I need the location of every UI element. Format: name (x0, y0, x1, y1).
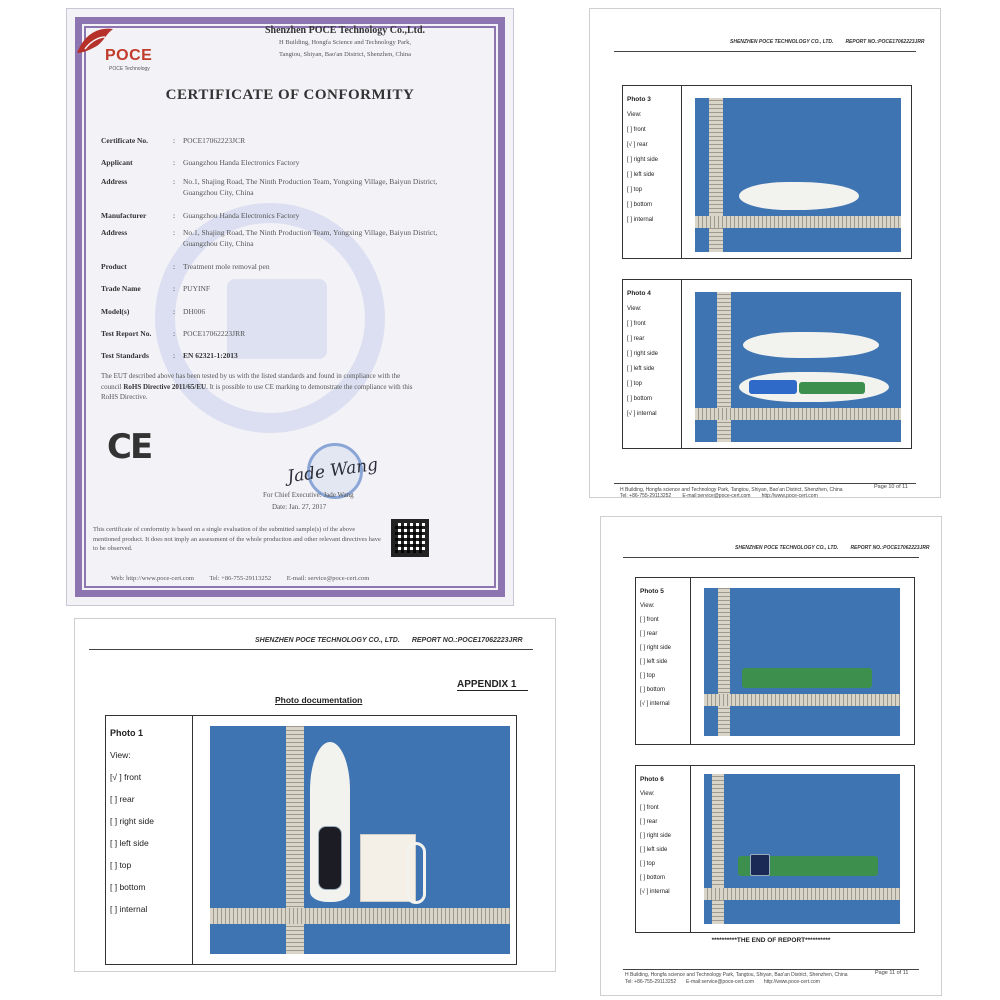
field-value: No.1, Shajing Road, The Ninth Production Team, Yongxing Village, Baiyun District, Guangzhou City, China (183, 228, 438, 248)
signed-for: For Chief Executive: Jade Wang (263, 491, 354, 499)
view-option: [ ] rear (627, 336, 645, 342)
poce-logo (75, 23, 185, 73)
view-option: [√ ] internal (627, 411, 657, 417)
field-label: Address (101, 228, 128, 237)
field-label: Test Report No. (101, 329, 152, 338)
view-option: [ ] rear (110, 794, 135, 804)
issuer-address-line: H Building, Hongfa Science and Technology Park, (279, 39, 411, 46)
view-option: [ ] front (627, 321, 646, 327)
footer-rule (614, 483, 916, 484)
photo-5-box (635, 577, 915, 745)
view-option: [ ] front (627, 127, 646, 133)
view-option: [ ] front (640, 805, 659, 811)
photo-6-box (635, 765, 915, 933)
footer-email: E-mail:service@poce-cert.com (685, 979, 755, 985)
issuer-block (235, 25, 455, 60)
report-page-appendix (74, 618, 556, 972)
view-option: [√ ] rear (627, 142, 648, 148)
footer-web: http://www.poce-cert.com (761, 493, 818, 499)
photo-title: Photo 6 (640, 776, 664, 783)
statement-text: . It is possible to use CE marking to demonstrate the compliance with this RoHS Directive. (101, 382, 413, 401)
field-label: Model(s) (101, 307, 130, 316)
field-value: PUYINF (183, 284, 211, 293)
photo-5-image (704, 588, 900, 736)
view-option: [√ ] internal (640, 701, 670, 707)
view-option: [ ] top (627, 381, 643, 387)
certificate-of-conformity: POCE POCE Technology Shenzhen POCE Technology Co.,Ltd. H Building, Hongfa Science and Technology Park, Tangtou, Shiyan, Bao'an District, Shenzhen, China CERTIFICATE OF CONFORMITY Certificate No. : POCE17062223JCR Applicant : Guangzhou Handa Electronics Factory Address : No.1, Shajing Road, The Ninth Production Team, Yongxing Village, Baiyun District, Guangzhou City, China Manufacturer : Guangzhou Handa Electronics Factory Address : No.1, Shajing Road, The Ninth Production Team, Yongxing Village, Baiyun District, Guangzhou City, China Product : Treatment mole removal pen Trade Name : PUYINF Model(s) : DH006 Test Report No. : POCE17062223JRR Test Standards : EN 62321-1:2013 The EUT described above has been tested by us with the listed standards and found in compliance with the council RoHS Directive 2011/65/EU. It is possible to use CE marking to demonstrate the compliance with this RoHS Directive. CE Jade Wang For Chief Executive: Jade Wang Date: Jan. 27, 2017 This certificate of conformity is based on a single evaluation of the submitted sample(s) of the above mentioned product. It does not imply an assessment of the whole production and other relevant directives have to be observed. Web: http://www.poce-cert.com Tel: +86-755-29113252 E-mail: service@poce-cert.com (66, 8, 514, 606)
view-option: [ ] top (640, 861, 656, 867)
view-option: [ ] right side (640, 645, 672, 651)
report-header (255, 637, 523, 644)
view-option: [ ] rear (640, 819, 658, 825)
field-value: No.1, Shajing Road, The Ninth Production Team, Yongxing Village, Baiyun District, Guangzhou City, China (183, 177, 438, 197)
photo-title: Photo 4 (627, 290, 651, 297)
photo-6-image (704, 774, 900, 924)
report-footer-contacts (625, 979, 820, 985)
contact-email: E-mail: service@poce-cert.com (286, 575, 370, 582)
ce-mark: CE (107, 427, 152, 467)
view-option: [√ ] internal (640, 889, 670, 895)
report-number: REPORT NO.:POCE17062223JRR (845, 39, 925, 45)
statement-text: The EUT described above has been tested by us with the listed standards and found in compliance with the council (101, 372, 401, 391)
conformity-statement (101, 371, 421, 403)
field-label: Address (101, 177, 128, 186)
footer-email: E-mail:service@poce-cert.com (682, 493, 751, 499)
view-option: [ ] right side (640, 833, 672, 839)
view-option: [ ] left side (627, 366, 655, 372)
report-footer-address: H Building, Hongfa science and Technology Park, Tangtou, Shiyan, Bao'an District, Shenzhen, China (620, 487, 843, 493)
qr-code (391, 519, 429, 557)
report-header (735, 545, 930, 551)
directive-name: RoHS Directive 2011/65/EU (123, 382, 207, 391)
field-value: Guangzhou Handa Electronics Factory (183, 211, 300, 220)
field-label: Manufacturer (101, 211, 147, 220)
issuer-name: Shenzhen POCE Technology Co.,Ltd. (264, 25, 426, 36)
field-value: Treatment mole removal pen (183, 262, 270, 271)
photo-1-box (105, 715, 517, 965)
view-option: [ ] right side (110, 816, 154, 826)
photo-title: Photo 5 (640, 588, 664, 595)
photo-4-box (622, 279, 912, 449)
report-page-10 (589, 8, 941, 498)
photo-title: Photo 3 (627, 96, 651, 103)
view-option: [ ] left side (110, 838, 149, 848)
contact-tel: Tel: +86-755-29113252 (209, 575, 272, 582)
field-label: Product (101, 262, 127, 271)
report-footer-address: H Building, Hongfa science and Technology Park, Tangtou, Shiyan, Bao'an District, Shenzhen, China (625, 972, 848, 978)
logo-text: POCE (105, 47, 153, 64)
report-company: SHENZHEN POCE TECHNOLOGY CO., LTD. (735, 545, 839, 551)
view-option: [ ] bottom (627, 396, 653, 402)
view-option: [ ] top (110, 860, 132, 870)
photo-documentation-title: Photo documentation (275, 695, 363, 705)
photo-3-image (695, 98, 901, 252)
report-number: REPORT NO.:POCE17062223JRR (850, 545, 930, 551)
view-label: View: (640, 603, 655, 609)
logo-subtext: POCE Technology (109, 66, 150, 72)
certificate-disclaimer: This certificate of conformity is based on a single evaluation of the submitted sample(s) of the above mentioned product. It does not imply an assessment of the whole production and other relevant directives have to be observed. (93, 526, 381, 552)
appendix-label: APPENDIX 1 (457, 679, 528, 691)
signature: Jade Wang (286, 454, 380, 488)
view-label: View: (640, 791, 655, 797)
photo-3-box (622, 85, 912, 259)
report-company: SHENZHEN POCE TECHNOLOGY CO., LTD. (255, 637, 400, 644)
issuer-address-line: Tangtou, Shiyan, Bao'an District, Shenzhen, China (279, 51, 411, 58)
view-option: [ ] bottom (110, 882, 146, 892)
view-option: [√ ] front (110, 772, 142, 782)
header-rule (614, 51, 916, 52)
report-company: SHENZHEN POCE TECHNOLOGY CO., LTD. (730, 39, 834, 45)
report-header (730, 39, 925, 45)
field-value: Guangzhou Handa Electronics Factory (183, 158, 300, 167)
certificate-contacts (111, 575, 441, 582)
field-value: DH006 (183, 307, 206, 316)
photo-1-image (210, 726, 510, 954)
field-value: EN 62321-1:2013 (183, 351, 238, 360)
view-option: [ ] front (640, 617, 659, 623)
view-option: [ ] left side (640, 847, 668, 853)
view-label: View: (627, 306, 642, 312)
view-option: [ ] internal (627, 217, 654, 223)
field-label: Trade Name (101, 284, 141, 293)
field-value: POCE17062223JCR (183, 136, 246, 145)
report-footer-contacts (620, 493, 818, 499)
view-label: View: (627, 112, 642, 118)
view-option: [ ] top (627, 187, 643, 193)
end-of-report: **********THE END OF REPORT********** (711, 937, 831, 944)
usb-cable (406, 842, 426, 904)
view-option: [ ] right side (627, 157, 659, 163)
field-label: Applicant (101, 158, 133, 167)
view-label: View: (110, 750, 131, 760)
field-label: Certificate No. (101, 136, 149, 145)
view-option: [ ] bottom (640, 875, 666, 881)
report-number: REPORT NO.:POCE17062223JRR (411, 637, 523, 644)
view-option: [ ] internal (110, 904, 148, 914)
report-page-11 (600, 516, 942, 996)
certificate-title: CERTIFICATE OF CONFORMITY (165, 87, 415, 103)
view-option: [ ] left side (640, 659, 668, 665)
field-value: POCE17062223JRR (183, 329, 246, 338)
page-number: Page 10 of 11 (874, 484, 908, 490)
view-option: [ ] rear (640, 631, 658, 637)
footer-tel: Tel: +86-755-29113252 (620, 493, 672, 499)
header-rule (89, 649, 533, 650)
header-rule (623, 557, 919, 558)
view-option: [ ] bottom (640, 687, 666, 693)
contact-web: Web: http://www.poce-cert.com (111, 575, 194, 582)
view-option: [ ] right side (627, 351, 659, 357)
view-option: [ ] bottom (627, 202, 653, 208)
photo-4-image (695, 292, 901, 442)
view-option: [ ] left side (627, 172, 655, 178)
footer-tel: Tel: +86-755-29113252 (625, 979, 677, 985)
field-label: Test Standards (101, 351, 149, 360)
photo-title: Photo 1 (110, 728, 143, 738)
footer-web: http://www.poce-cert.com (763, 979, 820, 985)
page-number: Page 11 of 11 (875, 970, 909, 976)
view-option: [ ] top (640, 673, 656, 679)
certificate-date: Date: Jan. 27, 2017 (272, 503, 327, 511)
